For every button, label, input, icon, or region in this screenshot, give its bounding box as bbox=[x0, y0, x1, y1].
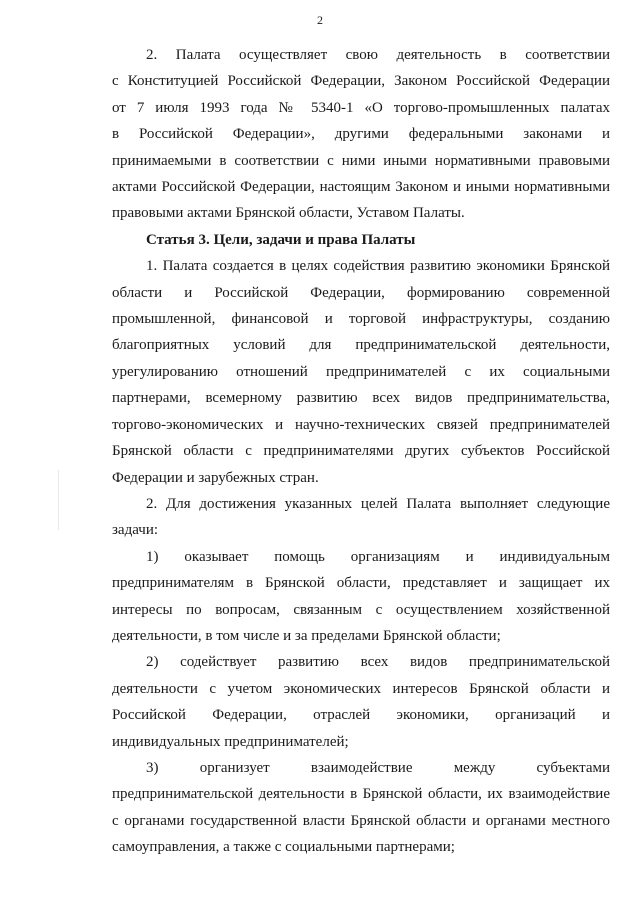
paragraph-line: Российской Федерации, отраслей экономики, организаций и bbox=[112, 707, 610, 724]
paragraph-last-line: правовыми актами Брянской области, Уставом Палаты. bbox=[112, 205, 465, 222]
paragraph-line: предпринимателям в Брянской области, представляет и защищает их bbox=[112, 575, 610, 592]
paragraph-first-line: 3) организует взаимодействие между субъектами bbox=[146, 759, 610, 776]
paragraph-line: интересы по вопросам, связанным с осуществлением хозяйственной bbox=[112, 601, 610, 618]
paragraph-line: области и Российской Федерации, формированию современной bbox=[112, 284, 610, 301]
paragraph-last-line: задачи: bbox=[112, 522, 159, 539]
paragraph-line: предпринимательской деятельности в Брянской области, их взаимодействие bbox=[112, 786, 610, 803]
paragraph-line: с Конституцией Российской Федерации, Законом Российской Федерации bbox=[112, 73, 610, 90]
paragraph-line: принимаемыми в соответствии с ними иными нормативными правовыми bbox=[112, 152, 610, 169]
paragraph-line: деятельности с учетом экономических интересов Брянской области и bbox=[112, 680, 610, 697]
paragraph-line: Брянской области с предпринимателями других субъектов Российской bbox=[112, 443, 610, 460]
paragraph-line: промышленной, финансовой и торговой инфраструктуры, созданию bbox=[112, 311, 610, 328]
article-heading: Статья 3. Цели, задачи и права Палаты bbox=[146, 231, 416, 248]
paragraph-line: от 7 июля 1993 года № 5340-1 «О торгово-промышленных палатах bbox=[112, 99, 610, 116]
scan-margin-mark bbox=[58, 470, 59, 530]
paragraph-last-line: деятельности, в том числе и за пределами Брянской области; bbox=[112, 627, 501, 644]
paragraph-last-line: самоуправления, а также с социальными партнерами; bbox=[112, 839, 455, 856]
paragraph-line: с органами государственной власти Брянской области и органами местного bbox=[112, 812, 610, 829]
paragraph-line: урегулированию отношений предпринимателей с их социальными bbox=[112, 363, 610, 380]
paragraph-line: благоприятных условий для предпринимательской деятельности, bbox=[112, 337, 610, 354]
paragraph-last-line: индивидуальных предпринимателей; bbox=[112, 733, 349, 750]
page-number: 2 bbox=[317, 13, 323, 27]
paragraph-first-line: 1) оказывает помощь организациям и индивидуальным bbox=[146, 548, 610, 565]
document-body bbox=[112, 42, 610, 861]
paragraph-line: торгово-экономических и научно-технических связей предпринимателей bbox=[112, 416, 610, 433]
paragraph-first-line: 2) содействует развитию всех видов предпринимательской bbox=[146, 654, 610, 671]
paragraph-first-line: 1. Палата создается в целях содействия развитию экономики Брянской bbox=[146, 258, 610, 275]
paragraph-first-line: 2. Палата осуществляет свою деятельность в соответствии bbox=[146, 47, 610, 63]
paragraph-first-line: 2. Для достижения указанных целей Палата выполняет следующие bbox=[146, 495, 610, 512]
paragraph-line: актами Российской Федерации, настоящим Законом и иными нормативными bbox=[112, 179, 610, 196]
paragraph-last-line: Федерации и зарубежных стран. bbox=[112, 469, 319, 486]
paragraph-line: партнерами, всемерному развитию всех видов предпринимательства, bbox=[112, 390, 610, 407]
paragraph-line: в Российской Федерации», другими федеральными законами и bbox=[112, 126, 610, 143]
